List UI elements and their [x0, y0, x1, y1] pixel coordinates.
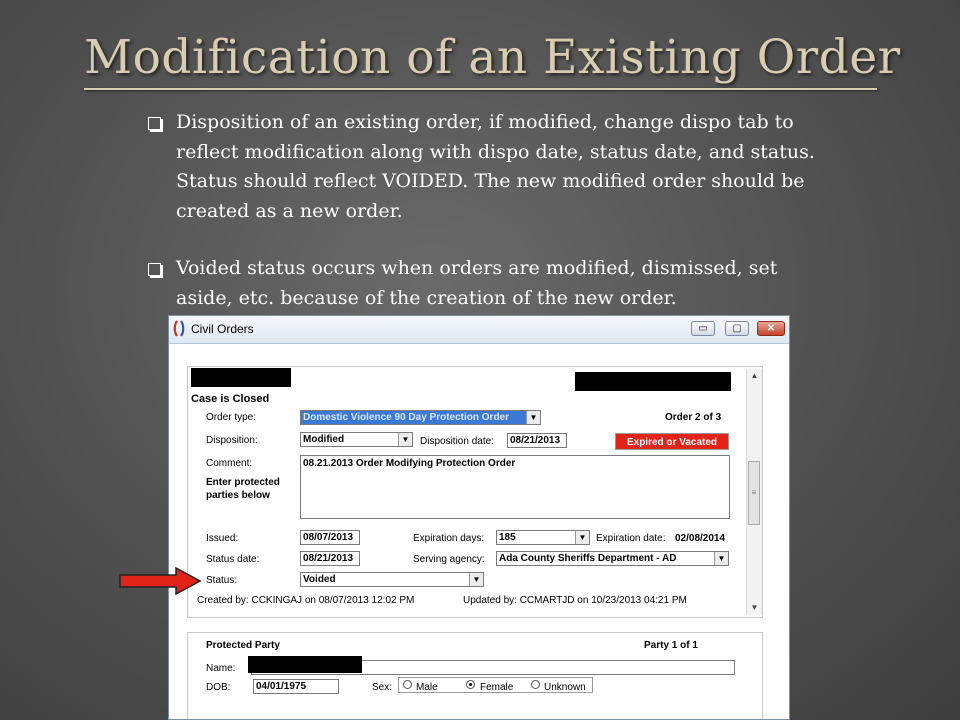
sex-female-radio[interactable]	[466, 680, 475, 689]
comment-textarea[interactable]: 08.21.2013 Order Modifying Protection Order	[300, 455, 730, 519]
title-underline	[84, 88, 877, 90]
case-status: Case is Closed	[191, 393, 270, 405]
sex-female-label: Female	[480, 682, 514, 693]
serving-agency-value: Ada County Sheriffs Department - AD	[499, 553, 677, 564]
bullet-text: Voided status occurs when orders are modified, dismissed, set aside, etc. because of the creation of the new order.	[176, 257, 778, 309]
status-value: Voided	[303, 574, 336, 585]
disposition-select[interactable]	[300, 432, 413, 447]
status-label: Status:	[206, 575, 238, 586]
close-button[interactable]: ✕	[757, 321, 785, 336]
window-title: Civil Orders	[191, 322, 254, 336]
vertical-scrollbar[interactable]	[746, 369, 762, 615]
name-label: Name:	[206, 663, 236, 674]
enter-parties-note: Enter protected parties below	[206, 477, 280, 501]
order-count: Order 2 of 3	[665, 412, 722, 423]
sex-male-radio[interactable]	[403, 680, 412, 689]
redacted-party-name	[575, 372, 731, 391]
chevron-down-icon[interactable]: ▼	[575, 531, 589, 544]
scroll-thumb[interactable]: ≡	[748, 461, 760, 525]
scroll-up-icon[interactable]: ▲	[750, 371, 759, 380]
order-type-label: Order type:	[206, 412, 257, 423]
dob-label: DOB:	[206, 682, 231, 693]
sex-unknown-label: Unknown	[544, 682, 586, 693]
disposition-date-label: Disposition date:	[420, 436, 494, 447]
dob-field[interactable]: 04/01/1975	[253, 679, 339, 694]
checkbox-bullet-icon	[148, 117, 161, 130]
chevron-down-icon[interactable]: ▼	[398, 433, 412, 446]
chevron-down-icon[interactable]: ▼	[469, 573, 483, 586]
comment-label: Comment:	[206, 458, 253, 469]
window-titlebar[interactable]	[169, 316, 789, 344]
expiration-date-value: 02/08/2014	[675, 533, 726, 544]
issued-label: Issued:	[206, 533, 239, 544]
order-type-select[interactable]	[300, 410, 541, 425]
chevron-down-icon[interactable]: ▼	[526, 411, 540, 424]
redacted-name	[248, 656, 362, 673]
status-date-field[interactable]: 08/21/2013	[300, 551, 360, 566]
sex-label: Sex:	[372, 682, 393, 693]
disposition-value: Modified	[303, 434, 345, 445]
minimize-button[interactable]: ▭	[691, 321, 715, 336]
civil-orders-window	[168, 315, 790, 720]
red-arrow-icon	[118, 567, 202, 595]
bullet-voided	[148, 254, 828, 313]
bullet-disposition	[148, 108, 828, 226]
disposition-label: Disposition:	[206, 435, 258, 446]
checkbox-bullet-icon	[148, 263, 161, 276]
order-type-value: Domestic Violence 90 Day Protection Order	[303, 412, 510, 423]
updated-by-text: Updated by: CCMARTJD on 10/23/2013 04:21 PM	[463, 595, 687, 606]
expiration-days-value: 185	[499, 532, 516, 543]
app-icon	[173, 320, 187, 337]
disposition-date-field[interactable]: 08/21/2013	[507, 433, 567, 448]
expiration-date-label: Expiration date:	[596, 533, 666, 544]
created-by-text: Created by: CCKINGAJ on 08/07/2013 12:02 PM	[197, 595, 415, 606]
sex-unknown-radio[interactable]	[531, 680, 540, 689]
protected-party-heading: Protected Party	[206, 640, 280, 651]
redacted-case-number	[191, 368, 291, 387]
status-date-label: Status date:	[206, 554, 260, 565]
serving-agency-select[interactable]	[496, 551, 729, 566]
maximize-button[interactable]: ▢	[725, 321, 749, 336]
status-select[interactable]	[300, 572, 484, 587]
expiration-days-label: Expiration days:	[413, 533, 485, 544]
serving-agency-label: Serving agency:	[413, 554, 485, 565]
bullet-text: Disposition of an existing order, if modified, change dispo tab to reflect modification along with dispo date, status date, and status. Status should reflect VOIDED. The new modified order should be created as a new order.	[176, 111, 815, 222]
issued-date-field[interactable]: 08/07/2013	[300, 530, 360, 545]
party-count: Party 1 of 1	[644, 640, 698, 651]
scroll-down-icon[interactable]: ▼	[750, 603, 759, 612]
expiration-days-select[interactable]	[496, 530, 590, 545]
chevron-down-icon[interactable]: ▼	[714, 552, 728, 565]
sex-male-label: Male	[416, 682, 438, 693]
expired-vacated-badge[interactable]: Expired or Vacated	[615, 433, 729, 450]
slide-title: Modification of an Existing Order	[84, 30, 901, 85]
